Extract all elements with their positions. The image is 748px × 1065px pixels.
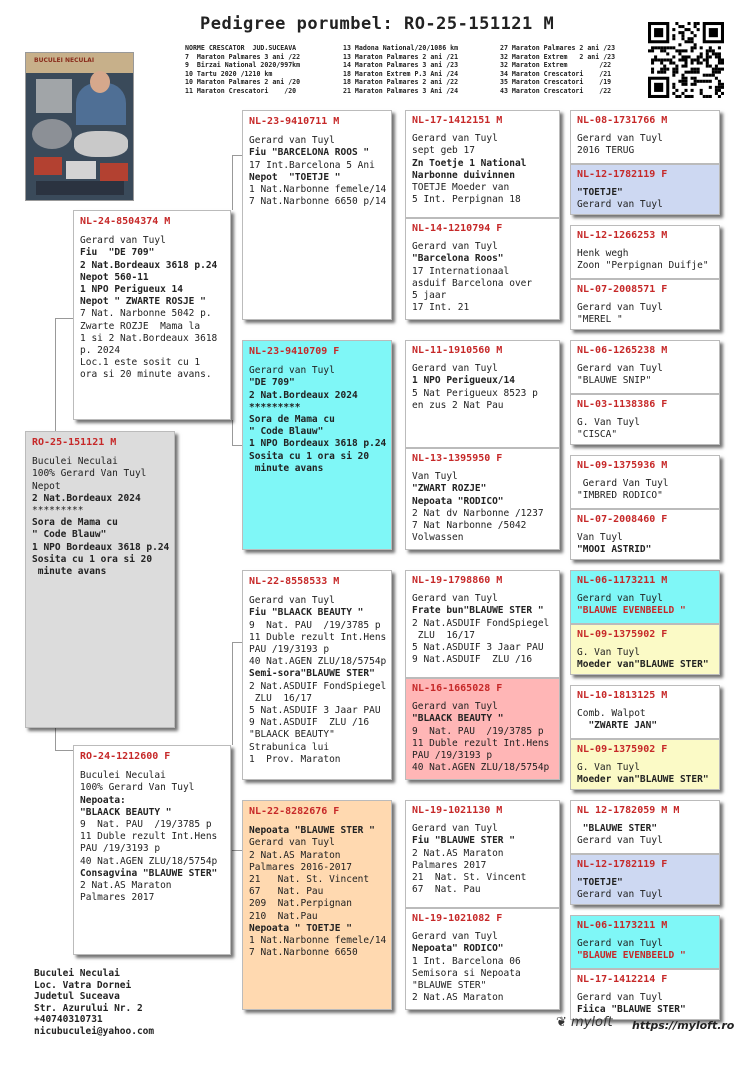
pigeon-info-line: Gerard van Tuyl [249,365,335,377]
pigeon-info-line: 9 Nat. PAU /19/3785 p [412,725,544,737]
pigeon-card-ggp[interactable] [406,679,559,780]
pigeon-info-line: p. 2024 [80,345,121,357]
pigeon-info-line: Gerard van Tuyl [577,363,663,375]
result-line: 32 Maraton Extrem 2 ani /23 [500,52,616,61]
pigeon-info-line: 5 Nat Perigueux 8523 p [412,387,538,399]
pigeon-info-line: Gerard van Tuyl [412,823,498,835]
pigeon-info-line: 9 Nat. PAU /19/3785 p [249,619,381,631]
pigeon-card-mother[interactable] [73,745,231,955]
contact-line: Loc. Vatra Dornei [34,979,132,991]
pigeon-card-ggp[interactable] [406,449,559,550]
pigeon-info-line: 7 Nat.Narbonne 6650 p/14 [249,196,387,208]
pigeon-info-line: " Code Blauw" [32,529,107,541]
pigeon-info-line: Sosita cu 1 ora si 20 [249,450,370,462]
pigeon-card-gggp[interactable] [571,801,719,853]
pigeon-info-line: ora si 20 minute avans. [80,369,212,381]
pigeon-info-line: Palmares 2017 [412,859,487,871]
pigeon-info-line: 5 jaar [412,290,447,302]
pigeon-info-line: "BLAUWE EVENBEELD " [577,605,686,617]
pigeon-info-line: Nepoata "RODICO" [412,495,504,507]
site-link[interactable]: https://myloft.ro [632,1019,735,1032]
ring-number: NL-16-1665028 F [412,683,503,694]
pigeon-info-line: ZLU 16/17 [249,692,312,704]
pigeon-card-gggp[interactable] [571,970,719,1020]
pigeon-info-line: 1 Prov. Maraton [249,753,341,765]
results-col-2 [343,44,458,96]
pigeon-info-line: Gerard van Tuyl [412,931,498,943]
pigeon-info-line: Nepoata" RODICO" [412,943,504,955]
pigeon-info-line: Fiu "BLAACK BEAUTY " [249,607,364,619]
pigeon-info-line: Gerard van Tuyl [577,199,663,211]
pigeon-card-ggp[interactable] [406,801,559,907]
pigeon-pair-card [570,800,720,905]
pigeon-info-line: 2 Nat.Bordeaux 2024 [32,492,141,504]
pigeon-card-gggp[interactable] [571,341,719,393]
pigeon-info-line: 2016 TERUG [577,145,635,157]
pigeon-info-line: Gerard van Tuyl [577,938,663,950]
pigeon-info-line: Consagvina "BLAUWE STER" [80,867,218,879]
pigeon-card-gp2[interactable] [242,340,392,550]
pigeon-info-line: Nepot " ZWARTE ROSJE " [80,296,206,308]
pigeon-info-line: 100% Gerard Van Tuyl [32,468,147,480]
ring-number: NL-09-1375902 F [577,744,668,755]
pigeon-card-gggp[interactable] [571,395,719,445]
pigeon-info-line: ********* [32,505,84,517]
pigeon-info-line: ZLU 16/17 [412,629,475,641]
pigeon-info-line: 5 Int. Perpignan 18 [412,194,521,206]
pigeon-info-line: Nepoata " TOETJE " [249,922,352,934]
pigeon-card-ggp[interactable] [406,341,559,447]
pigeon-card-ggp[interactable] [406,571,559,677]
pigeon-pair-card [570,915,720,1020]
result-line: 9 Birzai National 2020/997km [185,61,301,70]
pigeon-info-line: Volwassen [412,532,464,544]
pigeon-info-line: "BLAUWE EVENBEELD " [577,950,686,962]
pigeon-info-line: Frate bun"BLAUWE STER " [412,605,544,617]
ring-number: NL-17-1412214 F [577,974,668,985]
pigeon-info-line: Gerard van Tuyl [249,595,335,607]
result-line: 11 Maraton Crescatori /20 [185,86,297,95]
pigeon-info-line: minute avans [32,566,107,578]
pigeon-info-line: Sora de Mama cu [249,414,335,426]
pigeon-info-line: Zwarte ROZJE Mama la [80,320,201,332]
pigeon-info-line: " Code Blauw" [249,426,324,438]
ring-number: NL-09-1375902 F [577,629,668,640]
result-line: NORME CRESCATOR JUD.SUCEAVA [185,44,297,52]
page-title: Pedigree porumbel: RO-25-151121 M [200,14,555,34]
pigeon-info-line: 2 Nat.AS Maraton [412,992,504,1004]
pigeon-info-line: Nepoata "BLAUWE STER " [249,825,375,837]
contact-line: Buculei Neculai [34,968,120,979]
pigeon-info-line: Gerard van Tuyl [577,133,663,145]
pigeon-info-line: Semisora si Nepoata [412,967,521,979]
pigeon-info-line: 17 Internationaal [412,265,510,277]
pigeon-info-line: Fiu "BLAUWE STER " [412,835,515,847]
pigeon-info-line: 11 Duble rezult Int.Hens [249,631,387,643]
pigeon-info-line: 2 Nat.AS Maraton [412,847,504,859]
result-line: 18 Maraton Extrem P.3 Ani /24 [343,69,459,78]
pigeon-info-line: "BLAUWE STER" [412,980,487,992]
pigeon-pair-card [570,110,720,215]
ring-number: NL-12-1782119 F [577,169,668,180]
pigeon-pair-card [570,685,720,790]
pigeon-info-line: 67 Nat. Pau [249,886,324,898]
qr-code-icon [648,22,724,98]
pigeon-info-line: Gerard van Tuyl [412,593,498,605]
pigeon-info-line: 1 Nat.Narbonne femele/14 [249,935,387,947]
pigeon-info-line: 7 Nat.Narbonne 6650 [249,947,358,959]
pigeon-card-gggp[interactable] [571,740,719,790]
ring-number: RO-24-1212600 F [80,751,171,762]
pigeon-card-gggp[interactable] [571,226,719,278]
pigeon-card-ggp[interactable] [406,909,559,1010]
pigeon-info-line: Moeder van"BLAUWE STER" [577,774,709,786]
ring-number: NL-07-2008460 F [577,514,668,525]
myloft-logo [556,1015,613,1030]
pigeon-info-line: 7 Nat Narbonne /5042 [412,520,527,532]
pigeon-info-line: 9 Nat. PAU /19/3785 p [80,819,212,831]
pigeon-card-ggp[interactable] [406,111,559,217]
ring-number: NL-24-8504374 M [80,216,171,227]
pigeon-info-line: 2 Nat.Bordeaux 2024 [249,389,358,401]
result-line: 32 Maraton Extrem /22 [500,61,612,70]
pigeon-card-gggp[interactable] [571,855,719,905]
pigeon-info-line: PAU /19/3193 p [412,750,493,762]
pigeon-info-line: Buculei Neculai [32,456,118,468]
ring-number: NL-22-8282676 F [249,806,340,817]
pigeon-info-line: TOETJE Moeder van [412,182,510,194]
pigeon-info-line: Gerard van Tuyl [412,241,498,253]
pigeon-info-line: Van Tuyl [412,471,458,483]
pigeon-info-line: Fiica "BLAUWE STER" [577,1004,686,1016]
pigeon-info-line: 5 Nat.ASDUIF 3 Jaar PAU [249,705,381,717]
pigeon-info-line: Nepot 560-11 [80,271,149,283]
pigeon-info-line: "BLAACK BEAUTY " [80,806,172,818]
pigeon-info-line: 21 Nat. St. Vincent [412,872,527,884]
pigeon-card-gggp[interactable] [571,510,719,560]
ring-number: NL-08-1731766 M [577,115,668,126]
ring-number: RO-25-151121 M [32,437,117,448]
pigeon-pair-card [570,340,720,445]
brand-name: myloft [571,1015,613,1030]
pigeon-info-line: 1 NPO Perigueux 14 [80,284,183,296]
pigeon-info-line: Gerard van Tuyl [80,235,166,247]
pigeon-card-gggp[interactable] [571,686,719,738]
pigeon-card-gggp[interactable] [571,571,719,623]
pigeon-info-line: Fiu "DE 709" [80,247,155,259]
pigeon-info-line: "BLAUWE STER" [577,823,658,835]
pigeon-card-gggp[interactable] [571,111,719,163]
pigeon-info-line: Gerard van Tuyl [412,133,498,145]
pigeon-info-line: G. Van Tuyl [577,417,640,429]
pigeon-info-line: G. Van Tuyl [577,647,640,659]
pigeon-info-line: Zn Toetje 1 National [412,157,527,169]
pigeon-info-line: Gerard van Tuyl [412,363,498,375]
pigeon-info-line: 1 NPO Bordeaux 3618 p.24 [249,438,387,450]
pigeon-info-line: Van Tuyl [577,532,623,544]
pigeon-info-line: Gerard Van Tuyl [577,478,669,490]
pigeon-info-line: 67 Nat. Pau [412,884,481,896]
ring-number: NL-07-2008571 F [577,284,668,295]
pigeon-card-main[interactable] [25,431,175,728]
contact-line: Judetul Suceava [34,991,120,1002]
pigeon-info-line: 17 Int.Barcelona 5 Ani [249,159,375,171]
pigeon-info-line: 2 Nat.ASDUIF FondSpiegel [412,617,550,629]
ring-number: NL-11-1910560 M [412,345,503,356]
ring-number: NL-06-1173211 M [577,920,668,931]
pigeon-info-line: "ZWARTE JAN" [577,720,658,732]
pigeon-info-line: 11 Duble rezult Int.Hens [412,737,550,749]
pigeon-info-line: "IMBRED RODICO" [577,490,663,502]
pigeon-info-line: Gerard van Tuyl [577,593,663,605]
pigeon-info-line: minute avans [249,462,324,474]
pigeon-pair-card [405,340,560,550]
result-line: 14 Maraton Palmares 3 ani /23 [343,61,459,70]
pigeon-info-line: Nepot "TOETJE " [249,171,341,183]
pigeon-info-line: "TOETJE" [577,187,623,199]
pigeon-card-gp1[interactable] [242,110,392,320]
pigeon-info-line: 2 Nat.AS Maraton [80,880,172,892]
result-line: 10 Maraton Palmares 2 ani /20 [185,78,301,87]
pigeon-info-line: Nepoata: [80,794,126,806]
contact-line: nicubuculei@yahoo.com [34,1025,155,1037]
pigeon-info-line: 1 Nat.Narbonne femele/14 [249,184,387,196]
pigeon-info-line: 2 Nat.Bordeaux 3618 p.24 [80,259,218,271]
pigeon-card-ggp[interactable] [406,219,559,320]
pigeon-info-line: Nepot [32,480,61,492]
pigeon-info-line: 40 Nat.AGEN ZLU/18/5754p [412,762,550,774]
pigeon-card-gggp[interactable] [571,916,719,968]
pigeon-info-line: 9 Nat.ASDUIF ZLU /16 [249,717,370,729]
pigeon-info-line: Zoon "Perpignan Duifje" [577,260,709,272]
pigeon-pair-card [405,800,560,1010]
pigeon-info-line: Sora de Mama cu [32,517,118,529]
ring-number: NL-22-8558533 M [249,576,340,587]
pigeon-info-line: Moeder van"BLAUWE STER" [577,659,709,671]
result-line: 13 Madona National/20/1086 km [343,44,459,52]
pigeon-info-line: en zus 2 Nat Pau [412,399,504,411]
pigeon-info-line: 1 si 2 Nat.Bordeaux 3618 [80,332,218,344]
pigeon-card-father[interactable] [73,210,231,420]
pigeon-info-line: Palmares 2016-2017 [249,861,352,873]
breeder-contact [34,968,154,1037]
pigeon-info-line: 1 Int. Barcelona 06 [412,955,521,967]
pigeon-info-line: "DE 709" [249,377,295,389]
pigeon-info-line: Gerard van Tuyl [577,889,663,901]
pigeon-info-line: Gerard van Tuyl [249,837,335,849]
pigeon-card-gp4[interactable] [242,800,392,1010]
pigeon-info-line: 2 Nat.ASDUIF FondSpiegel [249,680,387,692]
pigeon-card-gggp[interactable] [571,625,719,675]
ring-number: NL-13-1395950 F [412,453,503,464]
pigeon-info-line: Narbonne duivinnen [412,169,515,181]
pigeon-card-gggp[interactable] [571,165,719,215]
pigeon-info-line: Gerard van Tuyl [412,701,498,713]
pigeon-info-line: "BLAACK BEAUTY " [412,713,504,725]
ring-number: NL-23-9410711 M [249,116,340,127]
result-line: 21 Maraton Palmares 3 Ani /24 [343,86,459,95]
ring-number: NL-14-1210794 F [412,223,503,234]
results-col-1 [185,44,300,96]
pigeon-info-line: "BLAUWE SNIP" [577,375,652,387]
pigeon-card-gggp[interactable] [571,456,719,508]
ring-number: NL-12-1782119 F [577,859,668,870]
contact-line: Str. Azurului Nr. 2 [34,1002,143,1014]
pigeon-info-line: Gerard van Tuyl [249,135,335,147]
pigeon-info-line: Gerard van Tuyl [577,992,663,1004]
ring-number: NL-10-1813125 M [577,690,668,701]
pigeon-info-line: Palmares 2017 [80,892,155,904]
result-line: 43 Maraton Crescatori /22 [500,86,612,95]
pigeon-info-line: "TOETJE" [577,877,623,889]
result-line: 34 Maraton Crescatori /21 [500,69,612,78]
bird-icon: ❦ [556,1015,567,1030]
pigeon-info-line: 11 Duble rezult Int.Hens [80,831,218,843]
pigeon-info-line: 40 Nat.AGEN ZLU/18/5754p [249,656,387,668]
pigeon-pair-card [570,570,720,675]
pigeon-info-line: 21 Nat. St. Vincent [249,874,370,886]
pigeon-info-line: "MOOI ASTRID" [577,544,652,556]
pigeon-info-line: PAU /19/3193 p [249,644,330,656]
result-line: 27 Maraton Palmares 2 ani /23 [500,44,616,52]
ring-number: NL 12-1782059 M M [577,805,680,816]
pigeon-info-line: 5 Nat.ASDUIF 3 Jaar PAU [412,642,544,654]
result-line: 35 Maraton Crescatori /19 [500,78,612,87]
pigeon-info-line: Gerard van Tuyl [577,302,663,314]
breeder-poster [25,52,134,201]
pigeon-info-line: G. Van Tuyl [577,762,640,774]
ring-number: NL-19-1021082 F [412,913,503,924]
results-col-3 [500,44,615,96]
ring-number: NL-23-9410709 F [249,346,340,357]
pigeon-info-line: "Barcelona Roos" [412,253,504,265]
pigeon-pair-card [570,225,720,330]
ring-number: NL-09-1375936 M [577,460,668,471]
pigeon-info-line: "ZWART ROZJE" [412,483,487,495]
pigeon-info-line: Loc.1 este sosit cu 1 [80,357,201,369]
ring-number: NL-03-1138386 F [577,399,668,410]
contact-line: +40740310731 [34,1014,103,1025]
pigeon-info-line: "MEREL " [577,314,623,326]
pigeon-info-line: 9 Nat.ASDUIF ZLU /16 [412,654,533,666]
pigeon-info-line: 2 Nat dv Narbonne /1237 [412,507,544,519]
pigeon-info-line: Comb. Walpot [577,708,646,720]
result-line: 18 Maraton Palmares 2 ani /22 [343,78,459,87]
pigeon-info-line: 1 NPO Perigueux/14 [412,375,515,387]
pigeon-info-line: Gerard van Tuyl [577,835,663,847]
pigeon-info-line: sept geb 17 [412,145,475,157]
pigeon-info-line: 210 Nat.Pau [249,910,318,922]
poster-label: BUCULEI NECULAI [34,57,95,64]
pigeon-pair-card [405,110,560,320]
result-line: 10 Tartu 2020 /1210 km [185,69,273,78]
pigeon-info-line: Sosita cu 1 ora si 20 [32,553,153,565]
pigeon-info-line: PAU /19/3193 p [80,843,161,855]
pigeon-card-gp3[interactable] [242,570,392,780]
pigeon-info-line: 1 NPO Bordeaux 3618 p.24 [32,541,170,553]
pigeon-info-line: 17 Int. 21 [412,302,470,314]
ring-number: NL-17-1412151 M [412,115,503,126]
ring-number: NL-06-1265238 M [577,345,668,356]
pigeon-info-line: Henk wegh [577,248,629,260]
result-line: 7 Maraton Palmares 3 ani /22 [185,52,301,61]
ring-number: NL-06-1173211 M [577,575,668,586]
pigeon-card-gggp[interactable] [571,280,719,330]
pigeon-pair-card [405,570,560,780]
pigeon-info-line: asduif Barcelona over [412,277,533,289]
ring-number: NL-12-1266253 M [577,230,668,241]
ring-number: NL-19-1021130 M [412,805,503,816]
result-line: 13 Maraton Palmares 2 ani /21 [343,52,459,61]
pigeon-info-line: 209 Nat.Perpignan [249,898,352,910]
pigeon-info-line: Semi-sora"BLAUWE STER" [249,668,375,680]
pigeon-info-line: 100% Gerard Van Tuyl [80,782,195,794]
pigeon-info-line: Fiu "BARCELONA ROOS " [249,147,370,159]
pigeon-pair-card [570,455,720,560]
pigeon-info-line: 7 Nat. Narbonne 5042 p. [80,308,212,320]
pigeon-info-line: Strabunica lui [249,741,330,753]
pigeon-info-line: 40 Nat.AGEN ZLU/18/5754p [80,855,218,867]
pigeon-info-line: 2 Nat.AS Maraton [249,849,341,861]
pigeon-info-line: ********* [249,401,301,413]
pigeon-info-line: "BLAACK BEAUTY" [249,729,335,741]
pigeon-info-line: Buculei Neculai [80,770,166,782]
pigeon-info-line: "CISCA" [577,429,618,441]
ring-number: NL-19-1798860 M [412,575,503,586]
